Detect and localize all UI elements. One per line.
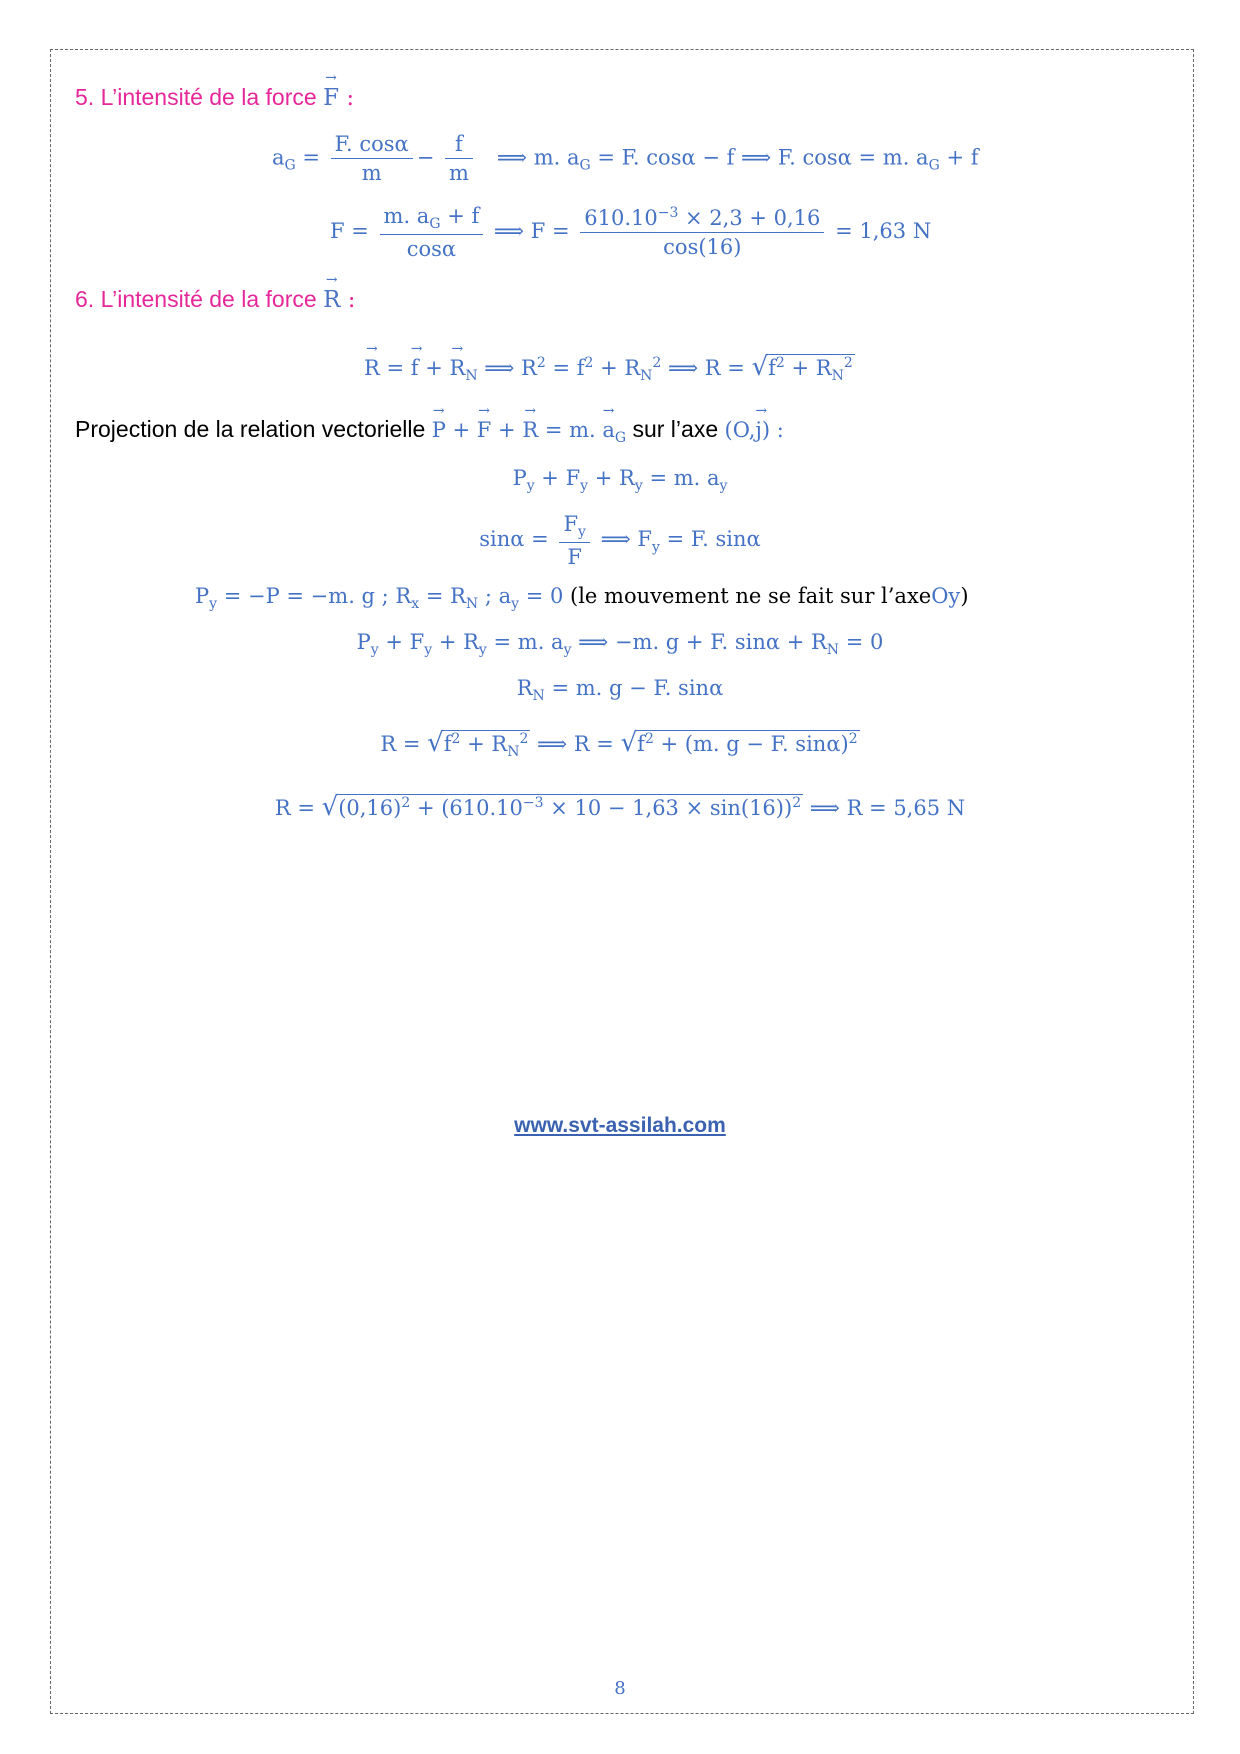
frac-den: F [567, 545, 582, 570]
eq-ag-sub: G [284, 157, 296, 174]
frac-num-sub: y [578, 524, 586, 541]
eq-text: ⟹ F = [493, 219, 570, 244]
eq-text: ⟹ R = [530, 732, 621, 756]
frac-num-text: 610.10 [584, 205, 658, 230]
eq-sup: 2 [519, 731, 529, 747]
equation-projection-y [0, 466, 1240, 494]
eq-sub: N [465, 368, 478, 385]
eq-text: + F [534, 466, 581, 490]
eq-text: f [443, 732, 452, 756]
frac-num: F. cosα [331, 130, 413, 159]
eq-ag-symbol: a [272, 145, 285, 170]
equation-r-vector [364, 352, 855, 384]
fraction-mag-cos [380, 202, 484, 263]
frac-num-sup: −3 [657, 204, 679, 221]
sqrt-symbol: √ [751, 352, 769, 382]
vec-rn: → R [450, 356, 466, 380]
sqrt-symbol: √ [620, 728, 638, 758]
eq-text: P [512, 466, 527, 490]
eq-text: = F. cosα − f ⟹ F. cosα = m. a [590, 145, 929, 170]
eq-text: = m. g − F. sinα [544, 676, 724, 700]
eq-text: + R [432, 630, 479, 654]
eq-text: (0,16) [338, 796, 402, 820]
eq-sub: y [478, 642, 487, 659]
page-number: 8 [614, 1678, 626, 1699]
frac-den: cosα [406, 237, 457, 262]
equation-rn [0, 676, 1240, 704]
eq-sub: y [370, 642, 379, 659]
frac-num-end: + f [440, 204, 480, 228]
fraction-fcos-m [331, 130, 413, 188]
eq-sub: N [831, 368, 844, 385]
projection-text: Projection de la relation vectorielle [75, 416, 432, 442]
projection-line [75, 416, 784, 446]
sqrt-symbol: √ [321, 792, 339, 822]
eq-text: = f [545, 356, 585, 380]
vec-a: → a [602, 418, 615, 442]
eq-sub: G [614, 430, 627, 447]
eq-result: ⟹ R = 5,65 N [803, 796, 966, 820]
frac-num [380, 202, 484, 235]
equation-components [195, 584, 969, 612]
eq-sup: 2 [792, 795, 802, 811]
eq-text: = F. sinα [659, 527, 761, 552]
sqrt-content [635, 730, 859, 756]
eq-text: + f [939, 145, 979, 170]
eq-text: f [637, 732, 645, 756]
frac-num-sub: G [429, 216, 441, 233]
eq-text: = m. [538, 418, 603, 442]
eq-sup: 2 [584, 355, 594, 371]
eq-text: + [491, 418, 523, 442]
sqrt-symbol: √ [427, 728, 444, 758]
equation-sin-alpha [0, 510, 1240, 571]
frac-den: m [361, 161, 382, 186]
eq-sub: y [209, 596, 218, 613]
eq-sup: 2 [401, 795, 411, 811]
frac-den: m [448, 161, 469, 186]
eq-text: = m. a [642, 466, 720, 490]
eq-text: ; a [478, 584, 512, 608]
frac-num-end: × 2,3 + 0,16 [678, 205, 821, 230]
equation-r-numeric [0, 792, 1240, 822]
section-6-title: 6. L’intensité de la force [75, 286, 324, 312]
eq-text: P [356, 630, 371, 654]
frac-num-text: F [563, 512, 579, 536]
section-6-heading [75, 286, 355, 313]
eq-sub: N [532, 688, 545, 705]
eq-sub: y [652, 539, 660, 556]
section-6-colon: : [340, 287, 356, 313]
equation-projection-sum [0, 630, 1240, 658]
vec-j: → j [755, 418, 762, 442]
eq-text: + R [588, 466, 635, 490]
projection-text: sur l’axe [626, 416, 725, 442]
eq-text: = 0 [839, 630, 884, 654]
eq-sub: G [579, 157, 591, 174]
eq-sub: N [826, 642, 840, 659]
fraction-f-m [445, 130, 473, 188]
axis-text: (O, [724, 418, 756, 442]
eq-sup: 2 [775, 355, 785, 371]
vec-r: → R [364, 356, 380, 380]
fraction-fy-f [559, 510, 590, 571]
eq-text: ⟹ R = [661, 356, 752, 380]
sqrt-content [336, 794, 803, 820]
eq-result: = 1,63 N [835, 219, 932, 244]
eq-sup: 2 [652, 355, 662, 371]
frac-den: cos(16) [663, 235, 742, 260]
eq-sub: y [424, 642, 433, 659]
eq-sup: 2 [644, 731, 654, 747]
eq-sub: N [507, 744, 520, 761]
frac-num [580, 204, 824, 233]
eq-text: = 0 [519, 584, 571, 608]
eq-text: F = [330, 219, 369, 244]
eq-text: R [516, 676, 533, 700]
eq-text: + R [784, 356, 832, 380]
eq-sub: y [634, 478, 643, 495]
equation-acceleration: $a_G$ = $\frac{F. \cos\alpha}{m}$ − $\frac{f}{m}$ ⟹ m. $a_G = F$. cosα − f ⟹ F. cosα = m. $a_G + f$ [272, 130, 978, 188]
footer-link-wrapper [0, 1114, 1240, 1138]
eq-sup: 2 [451, 731, 461, 747]
eq-text: R = [380, 732, 428, 756]
website-link[interactable]: www.svt-assilah.com [514, 1114, 726, 1137]
equation-force-f [330, 202, 931, 263]
eq-sub: y [526, 478, 535, 495]
eq-text: + (610.10 [410, 796, 523, 820]
eq-text: × 10 − 1,63 × sin(16)) [543, 796, 793, 820]
eq-text: = R [419, 584, 466, 608]
eq-sub: N [465, 596, 479, 613]
sqrt-content [442, 730, 531, 760]
eq-text: = m. a [486, 630, 564, 654]
eq-text: ⟹ −m. g + F. sinα + R [571, 630, 827, 654]
eq-sub: y [580, 478, 589, 495]
equation-r-sqrt [0, 728, 1240, 760]
eq-text: f [768, 356, 776, 380]
eq-text: = [379, 356, 411, 380]
vec-f: → F [477, 418, 492, 442]
section-5-title: 5. L’intensité de la force [75, 84, 324, 110]
force-r-vector: → R [323, 287, 340, 313]
eq-text: sinα = [479, 527, 549, 552]
section-5-colon: : [339, 85, 355, 111]
eq-sub: y [563, 642, 572, 659]
section-5-heading [75, 84, 354, 111]
vec-p: → P [432, 418, 446, 442]
eq-axis: Oy [931, 584, 961, 608]
eq-sub: x [411, 596, 420, 613]
eq-text: + [445, 418, 477, 442]
eq-text: P [195, 584, 210, 608]
eq-text: ⟹ F [600, 527, 652, 552]
eq-text: + R [593, 356, 641, 380]
frac-num: f [445, 130, 473, 159]
eq-sub: y [719, 478, 728, 495]
eq-note-close: ) [960, 584, 969, 608]
eq-text: ⟹ R [477, 356, 537, 380]
eq-text: + [418, 356, 450, 380]
eq-sup: −3 [522, 795, 544, 811]
axis-text: ) : [761, 418, 784, 442]
eq-text: + F [378, 630, 425, 654]
eq-text: = −P = −m. g ; R [217, 584, 412, 608]
sqrt-content [766, 354, 855, 384]
fraction-numeric [580, 204, 824, 262]
frac-num-text: m. a [383, 204, 430, 228]
eq-sup: 2 [848, 731, 858, 747]
eq-sup: 2 [536, 355, 546, 371]
eq-sub: N [640, 368, 653, 385]
eq-text: ⟹ m. a [496, 145, 580, 170]
vec-r: → R [522, 418, 538, 442]
eq-text: R = [274, 796, 322, 820]
force-f-vector: → F [323, 85, 339, 111]
eq-sup: 2 [843, 355, 853, 371]
frac-num [559, 510, 590, 543]
eq-sub: y [511, 596, 520, 613]
eq-text: + R [460, 732, 508, 756]
eq-sub: G [928, 157, 940, 174]
vec-f: → f [411, 356, 419, 380]
eq-note: (le mouvement ne se fait sur l’axe [570, 584, 932, 608]
eq-text: + (m. g − F. sinα) [653, 732, 849, 756]
